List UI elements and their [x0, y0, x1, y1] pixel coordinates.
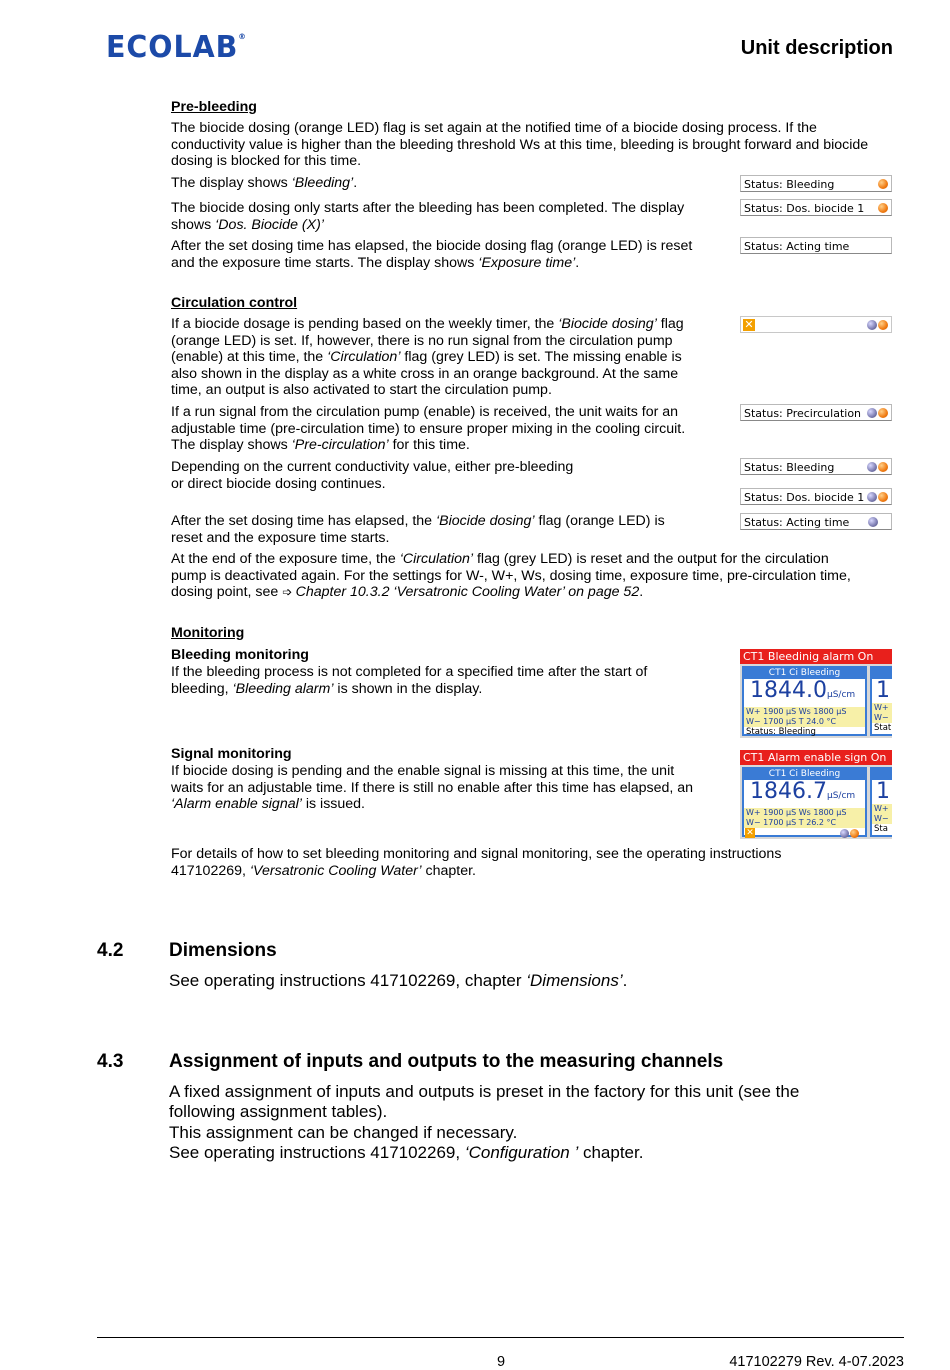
- status-display-dos-biocide-2: Status: Dos. biocide 1: [740, 488, 892, 505]
- channel-panel: [742, 767, 867, 837]
- orange-led-icon: [878, 408, 888, 418]
- circulation-p1: If a biocide dosage is pending based on the weekly timer, the ‘Biocide dosing’ flag (orange LED) is set. If, however, there is no run signal from the circulation pump (enable) at this time, the ‘Circulation’ flag (grey LED) is set. The missing enable is also shown in the display as a white cross in an orange background. At the same time, an output is also activated to start the circulation pump.: [171, 316, 684, 399]
- circulation-heading: Circulation control: [171, 295, 298, 311]
- status-display-acting-time-2: Status: Acting time: [740, 513, 892, 530]
- pre-bleeding-p4: After the set dosing time has elapsed, the biocide dosing flag (orange LED) is reset and the exposure time starts. The display shows ‘Exposure time’.: [171, 238, 693, 271]
- grey-led-icon: [840, 829, 849, 838]
- section-title: Assignment of inputs and outputs to the measuring channels: [169, 1051, 724, 1072]
- section-number: 4.3: [97, 1051, 124, 1072]
- orange-led-icon: [878, 320, 888, 330]
- missing-enable-cross-icon: ✕: [746, 828, 754, 838]
- bleeding-alarm-display: [740, 649, 892, 738]
- ecolab-logo: ECOLAB®: [106, 30, 247, 65]
- header-title: Unit description: [740, 37, 893, 59]
- measured-value: 1844.0μS/cm: [750, 678, 856, 703]
- pre-bleeding-p2: The display shows ‘Bleeding’.: [171, 175, 358, 191]
- bleeding-monitoring-text: If the bleeding process is not completed for a specified time after the start of bleeding, ‘Bleeding alarm’ is shown in the display.: [171, 664, 648, 697]
- status-display-precirculation: Status: Precirculation: [740, 404, 892, 421]
- dimensions-text: See operating instructions 417102269, chapter ‘Dimensions’.: [169, 971, 628, 990]
- channel-title: CT1 Ci Bleeding: [744, 668, 865, 679]
- circulation-p4: After the set dosing time has elapsed, the ‘Biocide dosing’ flag (orange LED) is reset and the exposure time starts.: [171, 513, 665, 546]
- orange-led-icon: [878, 179, 888, 189]
- pre-bleeding-p3: The biocide dosing only starts after the bleeding has been completed. The display shows ‘Dos. Biocide (X)’: [171, 200, 685, 233]
- grey-led-icon: [867, 320, 877, 330]
- grey-led-icon: [868, 517, 878, 527]
- monitoring-details-text: For details of how to set bleeding monitoring and signal monitoring, see the operating instructions 417102269, ‘Versatronic Cooling Water’ chapter.: [171, 846, 782, 879]
- circulation-p5: At the end of the exposure time, the ‘Circulation’ flag (grey LED) is reset and the output for the circulation pump is deactivated again. For the settings for W-, W+, Ws, dosing time, exposure time, pre-circulation time, dosing point, see ➩ Chapter 10.3.2 ‘Versatronic Cooling Water’ on page 52.: [171, 551, 851, 601]
- orange-led-icon: [850, 829, 859, 838]
- missing-enable-cross-icon: ✕: [744, 318, 754, 331]
- channel-panel: [742, 666, 867, 736]
- section-number: 4.2: [97, 940, 124, 961]
- orange-led-icon: [878, 203, 888, 213]
- status-display-bleeding: Status: Bleeding: [740, 175, 892, 192]
- measured-value: 1846.7μS/cm: [750, 779, 856, 804]
- pre-bleeding-p1: The biocide dosing (orange LED) flag is set again at the notified time of a biocide dosing process. If the conductivity value is higher than the bleeding threshold Ws at this time, bleeding is brought forward and biocide dosing is blocked for this time.: [171, 120, 869, 170]
- chapter-link[interactable]: Chapter 10.3.2 ‘Versatronic Cooling Water’ on page 52: [295, 584, 640, 601]
- chapter-link-arrow-icon: ➩: [282, 585, 296, 600]
- channel-title: CT1 Ci Bleeding: [744, 769, 865, 780]
- footer-divider: [97, 1337, 904, 1338]
- signal-monitoring-heading: Signal monitoring: [171, 746, 292, 762]
- status-display-acting-time: Status: Acting time: [740, 237, 892, 254]
- second-channel-panel: 1 W+ W− Stat: [870, 666, 892, 736]
- setpoint-row: W+ 1900 μS Ws 1800 μS: [744, 707, 865, 717]
- orange-led-icon: [878, 492, 888, 502]
- grey-led-icon: [867, 408, 877, 418]
- channel-status: Status: Bleeding: [746, 727, 816, 737]
- channel-status: [744, 828, 865, 839]
- circulation-p3: Depending on the current conductivity value, either pre-bleeding or direct biocide dosing continues.: [171, 459, 574, 492]
- alarm-bar: CT1 Bleedinig alarm On: [740, 649, 892, 664]
- section-title: Dimensions: [169, 940, 277, 961]
- signal-monitoring-text: If biocide dosing is pending and the enable signal is missing at this time, the unit waits for an adjustable time. If there is still no enable after this time has elapsed, an ‘Alarm enable signal’ is issued.: [171, 763, 694, 813]
- status-display-bleeding-2: Status: Bleeding: [740, 458, 892, 475]
- status-display-dos-biocide: Status: Dos. biocide 1: [740, 199, 892, 216]
- circulation-p2: If a run signal from the circulation pump (enable) is received, the unit waits for an adjustable time (pre-circulation time) to ensure proper mixing in the cooling circuit. The display shows ‘Pre-circulation’ for this time.: [171, 404, 686, 454]
- pre-bleeding-heading: Pre-bleeding: [171, 99, 257, 115]
- alarm-enable-signal-display: [740, 750, 892, 839]
- second-channel-panel: 1 W+ W− Sta: [870, 767, 892, 837]
- grey-led-icon: [867, 492, 877, 502]
- bleeding-monitoring-heading: Bleeding monitoring: [171, 647, 309, 663]
- page-number: 9: [497, 1354, 506, 1370]
- setpoint-row: W− 1700 μS T 24.0 °C: [744, 717, 865, 727]
- status-display-missing-enable: [740, 316, 892, 333]
- alarm-bar: CT1 Alarm enable sign On: [740, 750, 892, 765]
- setpoint-row: W− 1700 μS T 26.2 °C: [744, 818, 865, 828]
- assignment-text: A fixed assignment of inputs and outputs is preset in the factory for this unit (see the following assignment tables). This assignment can be changed if necessary. See operating instructions 417102269, ‘Configuration ’ chapter.: [169, 1082, 800, 1163]
- grey-led-icon: [867, 462, 877, 472]
- orange-led-icon: [878, 462, 888, 472]
- document-number: 417102279 Rev. 4-07.2023: [729, 1354, 904, 1370]
- setpoint-row: W+ 1900 μS Ws 1800 μS: [744, 808, 865, 818]
- monitoring-heading: Monitoring: [171, 625, 245, 641]
